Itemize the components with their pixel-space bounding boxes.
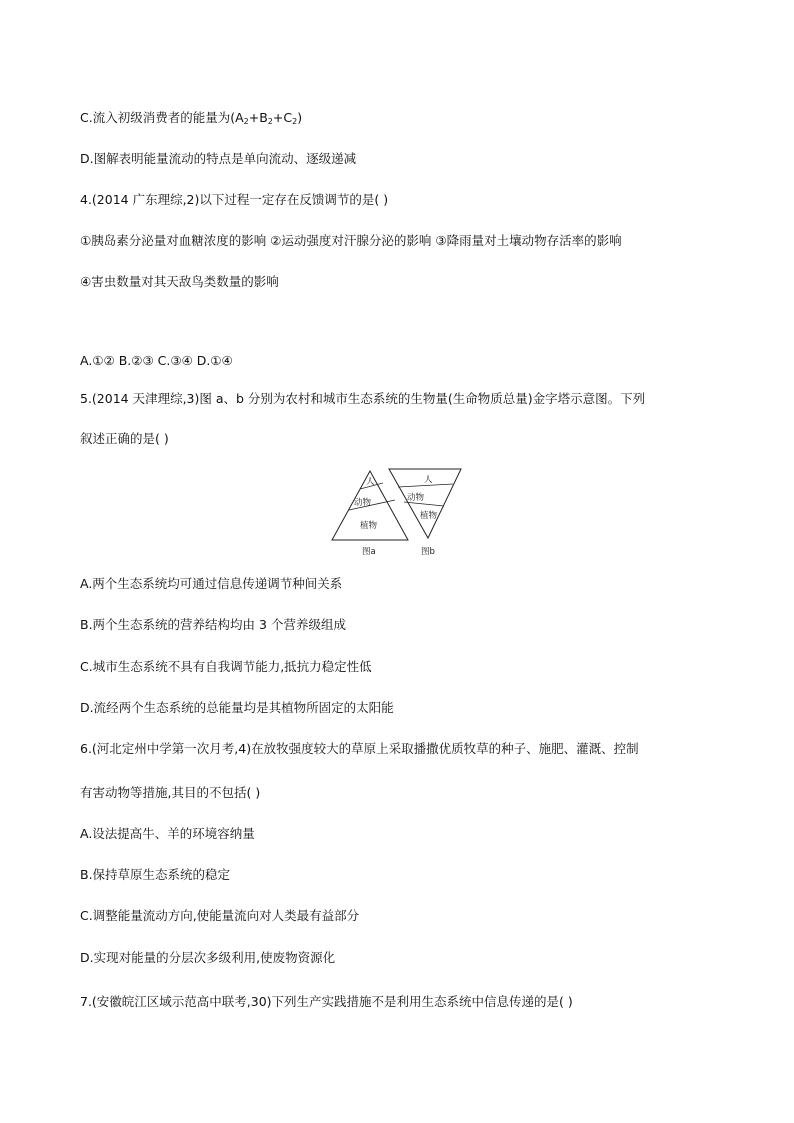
- pyramid-b: [389, 469, 461, 557]
- q3-option-c-text-1: C.流入初级消费者的能量为(A: [80, 110, 244, 125]
- q3-option-d: D.图解表明能量流动的特点是单向流动、逐级递减: [80, 151, 357, 166]
- q3-option-c: [80, 110, 302, 130]
- pyramid-a: [332, 471, 408, 557]
- q5-option-c: C.城市生态系统不具有自我调节能力,抵抗力稳定性低: [80, 659, 372, 674]
- q6-stem-line-1: 6.(河北定州中学第一次月考,4)在放牧强度较大的草原上采取播撒优质牧草的种子、施肥、灌溉、控制: [80, 741, 639, 756]
- q5-option-a: A.两个生态系统均可通过信息传递调节种间关系: [80, 576, 343, 591]
- q4-items-line-2: ④害虫数量对其天敌鸟类数量的影响: [80, 274, 279, 289]
- pyramid-a-label-bottom: 植物: [360, 521, 378, 531]
- q6-option-b: B.保持草原生态系统的稳定: [80, 867, 231, 882]
- pyramid-a-label-top: 人: [366, 477, 375, 487]
- q3-option-c-sub-3: 2: [292, 117, 298, 126]
- biomass-pyramid-figure: [328, 466, 464, 558]
- q5-option-d: D.流经两个生态系统的总能量均是其植物所固定的太阳能: [80, 700, 394, 715]
- q4-stem: 4.(2014 广东理综,2)以下过程一定存在反馈调节的是( ): [80, 192, 389, 207]
- q3-option-c-sub-1: 2: [243, 117, 249, 126]
- q6-stem-line-2: 有害动物等措施,其目的不包括( ): [80, 785, 261, 800]
- pyramid-b-label-top: 人: [424, 475, 433, 485]
- q4-options: A.①② B.②③ C.③④ D.①④: [80, 353, 233, 368]
- q7-stem: 7.(安徽皖江区域示范高中联考,30)下列生产实践措施不是利用生态系统中信息传递的是( ): [80, 994, 573, 1009]
- q6-option-d: D.实现对能量的分层次多级利用,使废物资源化: [80, 950, 336, 965]
- q3-option-c-sub-2: 2: [267, 117, 273, 126]
- pyramid-a-caption: 图a: [362, 547, 376, 557]
- pyramid-b-label-mid: 动物: [407, 493, 425, 503]
- q3-option-c-text-2: +B: [248, 110, 268, 125]
- q4-items-line-1: ①胰岛素分泌量对血糖浓度的影响 ②运动强度对汗腺分泌的影响 ③降雨量对土壤动物存活率的影响: [80, 233, 622, 248]
- pyramid-a-label-mid: 动物: [354, 498, 372, 508]
- q5-stem-line-1: 5.(2014 天津理综,3)图 a、b 分别为农村和城市生态系统的生物量(生命物质总量)金字塔示意图。下列: [80, 391, 646, 406]
- biomass-pyramid-svg: [328, 466, 464, 558]
- q5-stem-line-2: 叙述正确的是( ): [80, 431, 169, 446]
- pyramid-b-caption: 图b: [421, 547, 435, 557]
- pyramid-b-label-bottom: 植物: [420, 511, 438, 521]
- q3-option-c-text-3: +C: [272, 110, 293, 125]
- q5-option-b: B.两个生态系统的营养结构均由 3 个营养级组成: [80, 617, 346, 632]
- q6-option-c: C.调整能量流动方向,使能量流向对人类最有益部分: [80, 908, 360, 923]
- q6-option-a: A.设法提高牛、羊的环境容纳量: [80, 826, 255, 841]
- q3-option-c-text-4: ): [297, 110, 303, 125]
